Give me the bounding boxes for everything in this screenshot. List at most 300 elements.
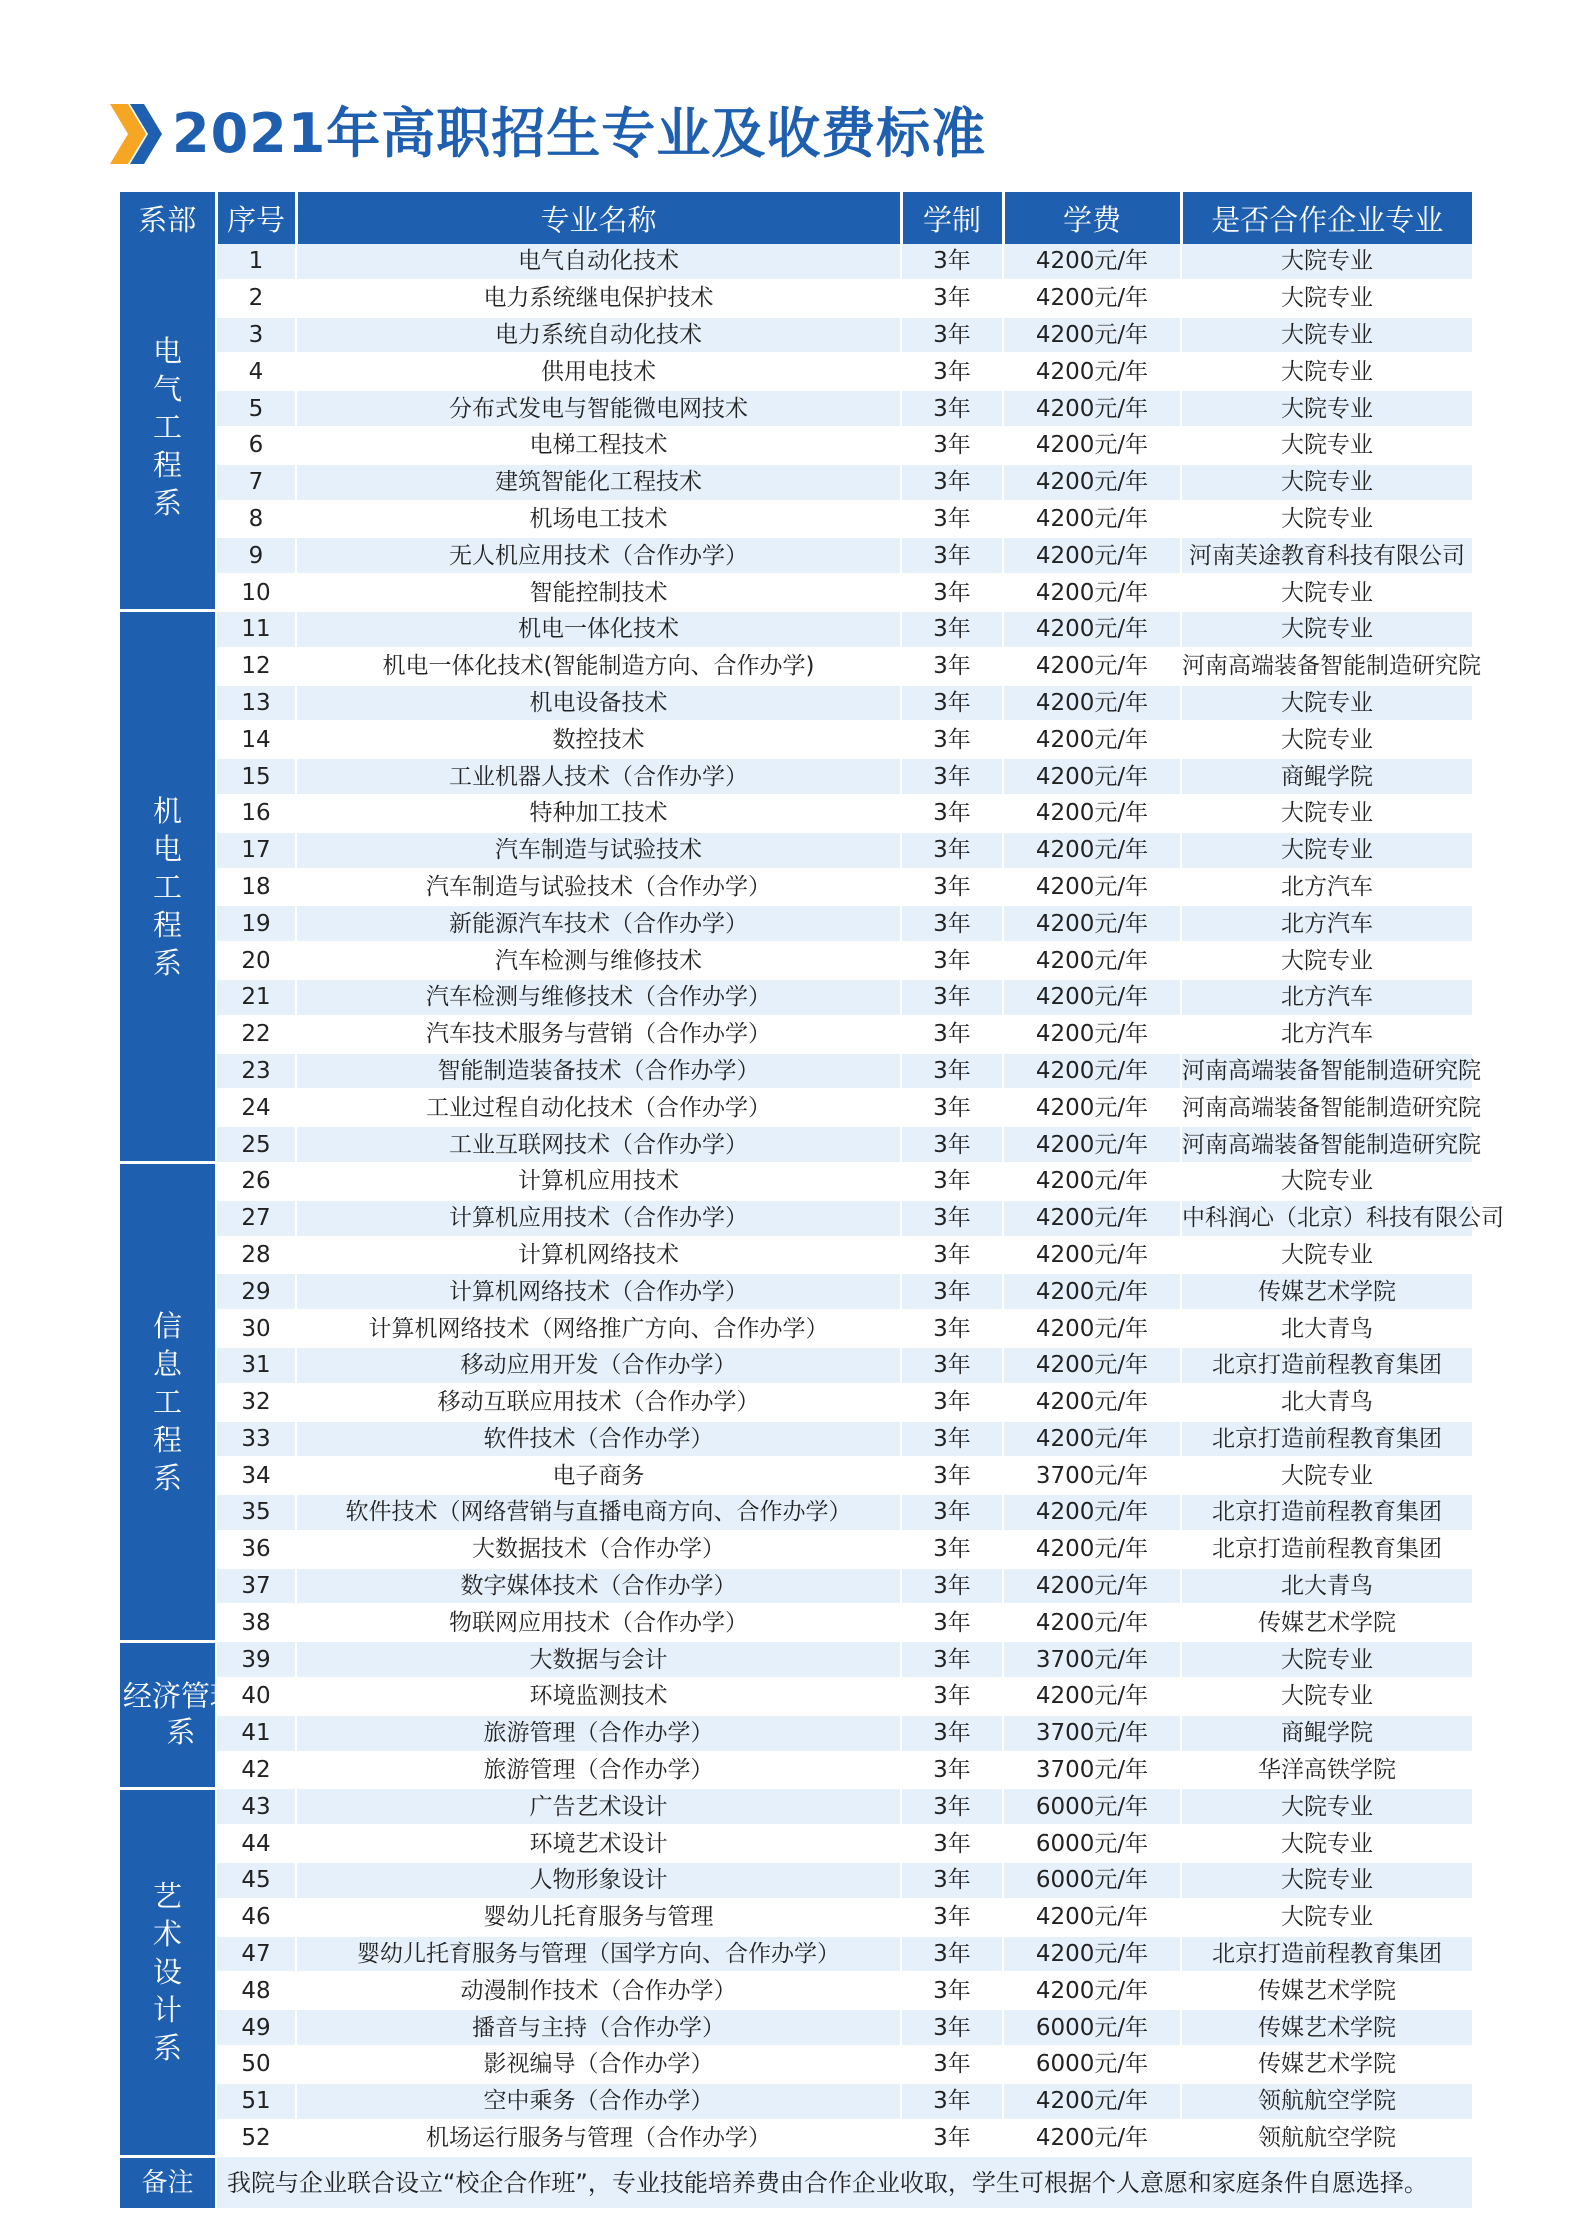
table-row [120, 2009, 1472, 2046]
cell-duration: 3年 [901, 1862, 1003, 1899]
cell-name: 电梯工程技术 [296, 427, 901, 464]
cell-partner: 大院专业 [1181, 1678, 1472, 1715]
cell-name: 汽车检测与维修技术（合作办学） [296, 979, 901, 1016]
cell-no: 32 [216, 1384, 296, 1421]
table-row [120, 1089, 1472, 1126]
cell-fee: 4200元/年 [1003, 648, 1181, 685]
dept-cell [120, 244, 216, 611]
dept-name: 艺术设计系 [152, 1879, 182, 2066]
cell-duration: 3年 [901, 1678, 1003, 1715]
cell-fee: 4200元/年 [1003, 501, 1181, 538]
cell-partner: 领航航空学院 [1181, 2120, 1472, 2157]
cell-duration: 3年 [901, 1457, 1003, 1494]
cell-fee: 4200元/年 [1003, 795, 1181, 832]
cell-name: 空中乘务（合作办学） [296, 2083, 901, 2120]
cell-no: 51 [216, 2083, 296, 2120]
cell-fee: 4200元/年 [1003, 1126, 1181, 1163]
table-row [120, 1715, 1472, 1752]
cell-name: 新能源汽车技术（合作办学） [296, 905, 901, 942]
cell-partner: 大院专业 [1181, 501, 1472, 538]
cell-fee: 4200元/年 [1003, 1494, 1181, 1531]
cell-duration: 3年 [901, 1568, 1003, 1605]
cell-duration: 3年 [901, 721, 1003, 758]
cell-fee: 6000元/年 [1003, 1862, 1181, 1899]
cell-partner: 大院专业 [1181, 832, 1472, 869]
cell-fee: 4200元/年 [1003, 832, 1181, 869]
cell-fee: 4200元/年 [1003, 611, 1181, 648]
table-row [120, 942, 1472, 979]
cell-no: 5 [216, 390, 296, 427]
table-row [120, 244, 1472, 280]
dept-cell [120, 611, 216, 1163]
cell-no: 30 [216, 1310, 296, 1347]
cell-partner: 北京打造前程教育集团 [1181, 1421, 1472, 1458]
cell-fee: 4200元/年 [1003, 758, 1181, 795]
cell-fee: 4200元/年 [1003, 1273, 1181, 1310]
table-row [120, 905, 1472, 942]
table-row [120, 1568, 1472, 1605]
cell-fee: 4200元/年 [1003, 390, 1181, 427]
table-row [120, 1752, 1472, 1789]
col-header-no: 序号 [216, 192, 296, 244]
cell-partner: 北方汽车 [1181, 869, 1472, 906]
cell-no: 8 [216, 501, 296, 538]
cell-no: 27 [216, 1200, 296, 1237]
cell-fee: 4200元/年 [1003, 942, 1181, 979]
cell-partner: 大院专业 [1181, 244, 1472, 280]
cell-name: 机电设备技术 [296, 685, 901, 722]
cell-name: 广告艺术设计 [296, 1788, 901, 1825]
cell-duration: 3年 [901, 390, 1003, 427]
table-row [120, 721, 1472, 758]
cell-no: 21 [216, 979, 296, 1016]
table-body [120, 244, 1504, 2209]
col-header-name: 专业名称 [296, 192, 901, 244]
cell-duration: 3年 [901, 1788, 1003, 1825]
table-row [120, 1899, 1472, 1936]
cell-fee: 4200元/年 [1003, 1604, 1181, 1641]
dept-name: 电气工程系 [152, 333, 182, 520]
cell-duration: 3年 [901, 905, 1003, 942]
cell-fee: 4200元/年 [1003, 2083, 1181, 2120]
cell-duration: 3年 [901, 464, 1003, 501]
cell-duration: 3年 [901, 1972, 1003, 2009]
cell-partner: 大院专业 [1181, 280, 1472, 317]
page-title: 2021年高职招生专业及收费标准 [172, 102, 987, 165]
table-row [120, 795, 1472, 832]
cell-no: 37 [216, 1568, 296, 1605]
cell-fee: 3700元/年 [1003, 1641, 1181, 1678]
dept-cell [120, 1163, 216, 1641]
cell-no: 14 [216, 721, 296, 758]
cell-no: 13 [216, 685, 296, 722]
cell-name: 环境监测技术 [296, 1678, 901, 1715]
table-row [120, 832, 1472, 869]
cell-partner: 北京打造前程教育集团 [1181, 1494, 1472, 1531]
cell-duration: 3年 [901, 280, 1003, 317]
cell-no: 16 [216, 795, 296, 832]
cell-partner: 大院专业 [1181, 795, 1472, 832]
cell-no: 11 [216, 611, 296, 648]
cell-no: 35 [216, 1494, 296, 1531]
cell-partner: 大院专业 [1181, 721, 1472, 758]
cell-partner: 大院专业 [1181, 427, 1472, 464]
cell-no: 52 [216, 2120, 296, 2157]
cell-duration: 3年 [901, 1163, 1003, 1200]
table-row [120, 1237, 1472, 1274]
cell-fee: 3700元/年 [1003, 1457, 1181, 1494]
cell-partner: 河南高端装备智能制造研究院 [1181, 1126, 1472, 1163]
cell-partner: 传媒艺术学院 [1181, 1273, 1472, 1310]
cell-no: 18 [216, 869, 296, 906]
cell-partner: 大院专业 [1181, 353, 1472, 390]
cell-duration: 3年 [901, 758, 1003, 795]
cell-name: 计算机网络技术（合作办学） [296, 1273, 901, 1310]
cell-duration: 3年 [901, 942, 1003, 979]
cell-duration: 3年 [901, 648, 1003, 685]
cell-name: 影视编导（合作办学） [296, 2046, 901, 2083]
table-row [120, 464, 1472, 501]
enrollment-table [120, 192, 1504, 2210]
cell-duration: 3年 [901, 1421, 1003, 1458]
cell-name: 婴幼儿托育服务与管理 [296, 1899, 901, 1936]
cell-name: 播音与主持（合作办学） [296, 2009, 901, 2046]
cell-no: 34 [216, 1457, 296, 1494]
table-row [120, 1494, 1472, 1531]
dept-cell [120, 1788, 216, 2156]
cell-name: 汽车制造与试验技术 [296, 832, 901, 869]
cell-name: 软件技术（合作办学） [296, 1421, 901, 1458]
cell-fee: 3700元/年 [1003, 1752, 1181, 1789]
col-header-duration: 学制 [901, 192, 1003, 244]
table-row [120, 574, 1472, 611]
cell-no: 50 [216, 2046, 296, 2083]
cell-partner: 北方汽车 [1181, 905, 1472, 942]
cell-name: 大数据与会计 [296, 1641, 901, 1678]
cell-name: 数控技术 [296, 721, 901, 758]
cell-name: 数字媒体技术（合作办学） [296, 1568, 901, 1605]
table-row [120, 1862, 1472, 1899]
cell-partner: 大院专业 [1181, 1237, 1472, 1274]
cell-partner: 华洋高铁学院 [1181, 1752, 1472, 1789]
cell-fee: 4200元/年 [1003, 537, 1181, 574]
cell-duration: 3年 [901, 1347, 1003, 1384]
cell-no: 44 [216, 1825, 296, 1862]
cell-fee: 6000元/年 [1003, 1825, 1181, 1862]
col-header-fee: 学费 [1003, 192, 1181, 244]
cell-duration: 3年 [901, 317, 1003, 354]
cell-fee: 4200元/年 [1003, 1163, 1181, 1200]
cell-no: 22 [216, 1016, 296, 1053]
cell-duration: 3年 [901, 1053, 1003, 1090]
cell-no: 48 [216, 1972, 296, 2009]
cell-no: 25 [216, 1126, 296, 1163]
cell-name: 智能控制技术 [296, 574, 901, 611]
cell-fee: 4200元/年 [1003, 905, 1181, 942]
cell-name: 移动互联应用技术（合作办学） [296, 1384, 901, 1421]
col-header-dept: 系部 [120, 192, 216, 244]
cell-duration: 3年 [901, 2009, 1003, 2046]
cell-name: 特种加工技术 [296, 795, 901, 832]
cell-duration: 3年 [901, 1531, 1003, 1568]
cell-fee: 4200元/年 [1003, 1384, 1181, 1421]
cell-partner: 大院专业 [1181, 685, 1472, 722]
cell-name: 无人机应用技术（合作办学） [296, 537, 901, 574]
table-row [120, 1053, 1472, 1090]
cell-duration: 3年 [901, 1016, 1003, 1053]
table-row [120, 1457, 1472, 1494]
cell-name: 动漫制作技术（合作办学） [296, 1972, 901, 2009]
cell-no: 29 [216, 1273, 296, 1310]
cell-partner: 传媒艺术学院 [1181, 1972, 1472, 2009]
cell-fee: 4200元/年 [1003, 1200, 1181, 1237]
cell-duration: 3年 [901, 869, 1003, 906]
cell-name: 计算机应用技术 [296, 1163, 901, 1200]
cell-duration: 3年 [901, 1899, 1003, 1936]
cell-name: 电力系统自动化技术 [296, 317, 901, 354]
cell-no: 49 [216, 2009, 296, 2046]
cell-duration: 3年 [901, 1384, 1003, 1421]
cell-duration: 3年 [901, 611, 1003, 648]
table-row [120, 611, 1472, 648]
cell-no: 42 [216, 1752, 296, 1789]
cell-duration: 3年 [901, 1126, 1003, 1163]
cell-name: 建筑智能化工程技术 [296, 464, 901, 501]
chevron-right-icon [110, 104, 166, 164]
cell-name: 婴幼儿托育服务与管理（国学方向、合作办学） [296, 1936, 901, 1973]
cell-duration: 3年 [901, 1825, 1003, 1862]
cell-fee: 4200元/年 [1003, 1089, 1181, 1126]
cell-name: 计算机应用技术（合作办学） [296, 1200, 901, 1237]
table-row [120, 1310, 1472, 1347]
cell-name: 计算机网络技术 [296, 1237, 901, 1274]
cell-fee: 4200元/年 [1003, 869, 1181, 906]
cell-fee: 4200元/年 [1003, 1310, 1181, 1347]
cell-name: 汽车技术服务与营销（合作办学） [296, 1016, 901, 1053]
table-row [120, 1163, 1472, 1200]
table-row [120, 2120, 1472, 2157]
table-row [120, 280, 1472, 317]
cell-name: 计算机网络技术（网络推广方向、合作办学） [296, 1310, 901, 1347]
table-row [120, 1641, 1472, 1678]
cell-fee: 4200元/年 [1003, 1972, 1181, 2009]
cell-no: 28 [216, 1237, 296, 1274]
table-row [120, 1972, 1472, 2009]
cell-partner: 北大青鸟 [1181, 1310, 1472, 1347]
cell-no: 36 [216, 1531, 296, 1568]
cell-duration: 3年 [901, 427, 1003, 464]
cell-fee: 4200元/年 [1003, 721, 1181, 758]
cell-duration: 3年 [901, 1752, 1003, 1789]
table-row [120, 2083, 1472, 2120]
cell-duration: 3年 [901, 574, 1003, 611]
cell-no: 19 [216, 905, 296, 942]
cell-partner: 北大青鸟 [1181, 1568, 1472, 1605]
cell-name: 机场运行服务与管理（合作办学） [296, 2120, 901, 2157]
cell-duration: 3年 [901, 1273, 1003, 1310]
cell-partner: 大院专业 [1181, 1899, 1472, 1936]
cell-duration: 3年 [901, 1641, 1003, 1678]
cell-duration: 3年 [901, 353, 1003, 390]
cell-no: 10 [216, 574, 296, 611]
cell-partner: 河南高端装备智能制造研究院 [1181, 1053, 1472, 1090]
cell-partner: 大院专业 [1181, 317, 1472, 354]
cell-no: 2 [216, 280, 296, 317]
cell-name: 智能制造装备技术（合作办学） [296, 1053, 901, 1090]
cell-no: 40 [216, 1678, 296, 1715]
cell-fee: 4200元/年 [1003, 574, 1181, 611]
table-row [120, 1421, 1472, 1458]
cell-no: 45 [216, 1862, 296, 1899]
table-row [120, 1788, 1472, 1825]
cell-name: 物联网应用技术（合作办学） [296, 1604, 901, 1641]
cell-fee: 4200元/年 [1003, 464, 1181, 501]
table-row [120, 427, 1472, 464]
cell-duration: 3年 [901, 1494, 1003, 1531]
table-row [120, 2046, 1472, 2083]
note-text: 我院与企业联合设立“校企合作班”，专业技能培养费由合作企业收取，学生可根据个人意愿和家庭条件自愿选择。 [216, 2156, 1472, 2209]
cell-partner: 传媒艺术学院 [1181, 1604, 1472, 1641]
table-row [120, 1825, 1472, 1862]
cell-partner: 北京打造前程教育集团 [1181, 1347, 1472, 1384]
cell-name: 旅游管理（合作办学） [296, 1752, 901, 1789]
cell-partner: 大院专业 [1181, 464, 1472, 501]
cell-fee: 6000元/年 [1003, 2046, 1181, 2083]
cell-duration: 3年 [901, 1237, 1003, 1274]
cell-partner: 大院专业 [1181, 390, 1472, 427]
table-row [120, 1016, 1472, 1053]
note-label: 备注 [120, 2156, 216, 2209]
table-row [120, 1531, 1472, 1568]
cell-partner: 传媒艺术学院 [1181, 2009, 1472, 2046]
cell-fee: 4200元/年 [1003, 1678, 1181, 1715]
cell-no: 41 [216, 1715, 296, 1752]
table-row [120, 1200, 1472, 1237]
table-row [120, 1678, 1472, 1715]
cell-name: 机电一体化技术 [296, 611, 901, 648]
cell-partner: 大院专业 [1181, 1163, 1472, 1200]
cell-name: 供用电技术 [296, 353, 901, 390]
cell-fee: 4200元/年 [1003, 1421, 1181, 1458]
cell-partner: 领航航空学院 [1181, 2083, 1472, 2120]
table-row [120, 317, 1472, 354]
col-header-partner: 是否合作企业专业 [1181, 192, 1472, 244]
cell-fee: 4200元/年 [1003, 1936, 1181, 1973]
cell-fee: 3700元/年 [1003, 1715, 1181, 1752]
cell-no: 7 [216, 464, 296, 501]
cell-name: 工业互联网技术（合作办学） [296, 1126, 901, 1163]
cell-duration: 3年 [901, 1200, 1003, 1237]
table-row [120, 869, 1472, 906]
cell-partner: 大院专业 [1181, 1825, 1472, 1862]
cell-name: 移动应用开发（合作办学） [296, 1347, 901, 1384]
cell-no: 31 [216, 1347, 296, 1384]
cell-no: 39 [216, 1641, 296, 1678]
cell-no: 6 [216, 427, 296, 464]
cell-duration: 3年 [901, 685, 1003, 722]
cell-duration: 3年 [901, 2083, 1003, 2120]
cell-partner: 传媒艺术学院 [1181, 2046, 1472, 2083]
table-row [120, 1273, 1472, 1310]
cell-fee: 4200元/年 [1003, 685, 1181, 722]
cell-partner: 大院专业 [1181, 611, 1472, 648]
cell-fee: 4200元/年 [1003, 1237, 1181, 1274]
table-row [120, 1384, 1472, 1421]
table-row [120, 390, 1472, 427]
cell-fee: 4200元/年 [1003, 1016, 1181, 1053]
cell-name: 汽车检测与维修技术 [296, 942, 901, 979]
cell-name: 机场电工技术 [296, 501, 901, 538]
cell-no: 9 [216, 537, 296, 574]
table-row [120, 1936, 1472, 1973]
cell-name: 分布式发电与智能微电网技术 [296, 390, 901, 427]
cell-no: 26 [216, 1163, 296, 1200]
cell-no: 12 [216, 648, 296, 685]
dept-name: 经济管理系 [122, 1679, 239, 1750]
cell-no: 43 [216, 1788, 296, 1825]
cell-fee: 4200元/年 [1003, 1347, 1181, 1384]
cell-partner: 北大青鸟 [1181, 1384, 1472, 1421]
cell-no: 1 [216, 244, 296, 280]
cell-duration: 3年 [901, 2046, 1003, 2083]
cell-name: 软件技术（网络营销与直播电商方向、合作办学） [296, 1494, 901, 1531]
table-row [120, 537, 1472, 574]
cell-no: 24 [216, 1089, 296, 1126]
cell-duration: 3年 [901, 795, 1003, 832]
cell-fee: 4200元/年 [1003, 1899, 1181, 1936]
cell-name: 电气自动化技术 [296, 244, 901, 280]
cell-duration: 3年 [901, 1089, 1003, 1126]
cell-fee: 4200元/年 [1003, 244, 1181, 280]
cell-partner: 中科润心（北京）科技有限公司 [1181, 1200, 1472, 1237]
cell-fee: 4200元/年 [1003, 1568, 1181, 1605]
cell-partner: 大院专业 [1181, 1641, 1472, 1678]
cell-fee: 4200元/年 [1003, 353, 1181, 390]
cell-duration: 3年 [901, 2120, 1003, 2157]
cell-partner: 河南芙途教育科技有限公司 [1181, 537, 1472, 574]
cell-no: 20 [216, 942, 296, 979]
cell-duration: 3年 [901, 244, 1003, 280]
cell-partner: 北京打造前程教育集团 [1181, 1531, 1472, 1568]
cell-partner: 北方汽车 [1181, 1016, 1472, 1053]
cell-partner: 大院专业 [1181, 574, 1472, 611]
cell-partner: 大院专业 [1181, 1862, 1472, 1899]
cell-fee: 4200元/年 [1003, 280, 1181, 317]
cell-partner: 大院专业 [1181, 1788, 1472, 1825]
cell-partner: 北方汽车 [1181, 979, 1472, 1016]
cell-no: 38 [216, 1604, 296, 1641]
dept-cell [120, 1641, 239, 1788]
cell-name: 工业机器人技术（合作办学） [296, 758, 901, 795]
dept-name: 信息工程系 [152, 1309, 182, 1496]
cell-fee: 6000元/年 [1003, 1788, 1181, 1825]
cell-duration: 3年 [901, 1310, 1003, 1347]
cell-name: 电子商务 [296, 1457, 901, 1494]
cell-duration: 3年 [901, 501, 1003, 538]
cell-name: 工业过程自动化技术（合作办学） [296, 1089, 901, 1126]
cell-no: 23 [216, 1053, 296, 1090]
cell-no: 33 [216, 1421, 296, 1458]
cell-duration: 3年 [901, 832, 1003, 869]
note-row [120, 2156, 1472, 2209]
table-row [120, 501, 1472, 538]
cell-fee: 4200元/年 [1003, 427, 1181, 464]
cell-partner: 大院专业 [1181, 942, 1472, 979]
dept-name: 机电工程系 [152, 793, 182, 980]
cell-no: 47 [216, 1936, 296, 1973]
table-row [120, 758, 1472, 795]
cell-no: 3 [216, 317, 296, 354]
